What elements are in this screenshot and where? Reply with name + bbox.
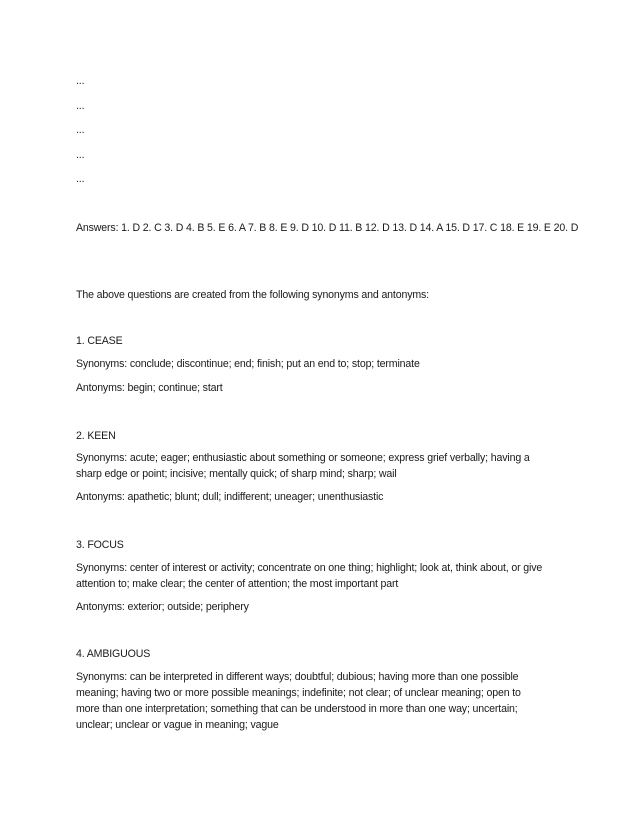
- ellipsis-line: ...: [76, 124, 85, 136]
- entry-heading-focus: 3. FOCUS: [76, 539, 124, 551]
- entry-antonyms-cease: Antonyms: begin; continue; start: [76, 382, 223, 394]
- entry-synonyms-ambiguous-line-2: meaning; having two or more possible meanings; indefinite; not clear; of unclear meaning; open to: [76, 687, 521, 699]
- ellipsis-line: ...: [76, 75, 85, 87]
- ellipsis-line: ...: [76, 173, 85, 185]
- entry-synonyms-keen-line-1: Synonyms: acute; eager; enthusiastic about something or someone; express grief verbally; having a: [76, 452, 530, 464]
- entry-antonyms-focus: Antonyms: exterior; outside; periphery: [76, 601, 249, 613]
- entry-synonyms-cease: Synonyms: conclude; discontinue; end; finish; put an end to; stop; terminate: [76, 358, 420, 370]
- entry-heading-keen: 2. KEEN: [76, 430, 116, 442]
- entry-antonyms-keen: Antonyms: apathetic; blunt; dull; indifferent; uneager; unenthusiastic: [76, 491, 384, 503]
- intro-paragraph: The above questions are created from the following synonyms and antonyms:: [76, 289, 429, 301]
- entry-synonyms-keen-line-2: sharp edge or point; incisive; mentally quick; of sharp mind; sharp; wail: [76, 468, 397, 480]
- ellipsis-line: ...: [76, 100, 85, 112]
- entry-synonyms-ambiguous-line-3: more than one interpretation; something that can be understood in more than one way; uncertain;: [76, 703, 518, 715]
- ellipsis-line: ...: [76, 149, 85, 161]
- entry-synonyms-focus-line-1: Synonyms: center of interest or activity; concentrate on one thing; highlight; look at, think about, or give: [76, 562, 543, 574]
- entry-synonyms-focus-line-2: attention to; make clear; the center of attention; the most important part: [76, 578, 399, 590]
- entry-synonyms-ambiguous-line-4: unclear; unclear or vague in meaning; vague: [76, 719, 279, 731]
- answers-line: Answers: 1. D 2. C 3. D 4. B 5. E 6. A 7. B 8. E 9. D 10. D 11. B 12. D 13. D 14. A 15. D 17. C 18. E 19. E 20. D: [76, 222, 579, 234]
- entry-synonyms-ambiguous-line-1: Synonyms: can be interpreted in different ways; doubtful; dubious; having more than one possible: [76, 671, 519, 683]
- entry-heading-ambiguous: 4. AMBIGUOUS: [76, 648, 151, 660]
- entry-heading-cease: 1. CEASE: [76, 335, 123, 347]
